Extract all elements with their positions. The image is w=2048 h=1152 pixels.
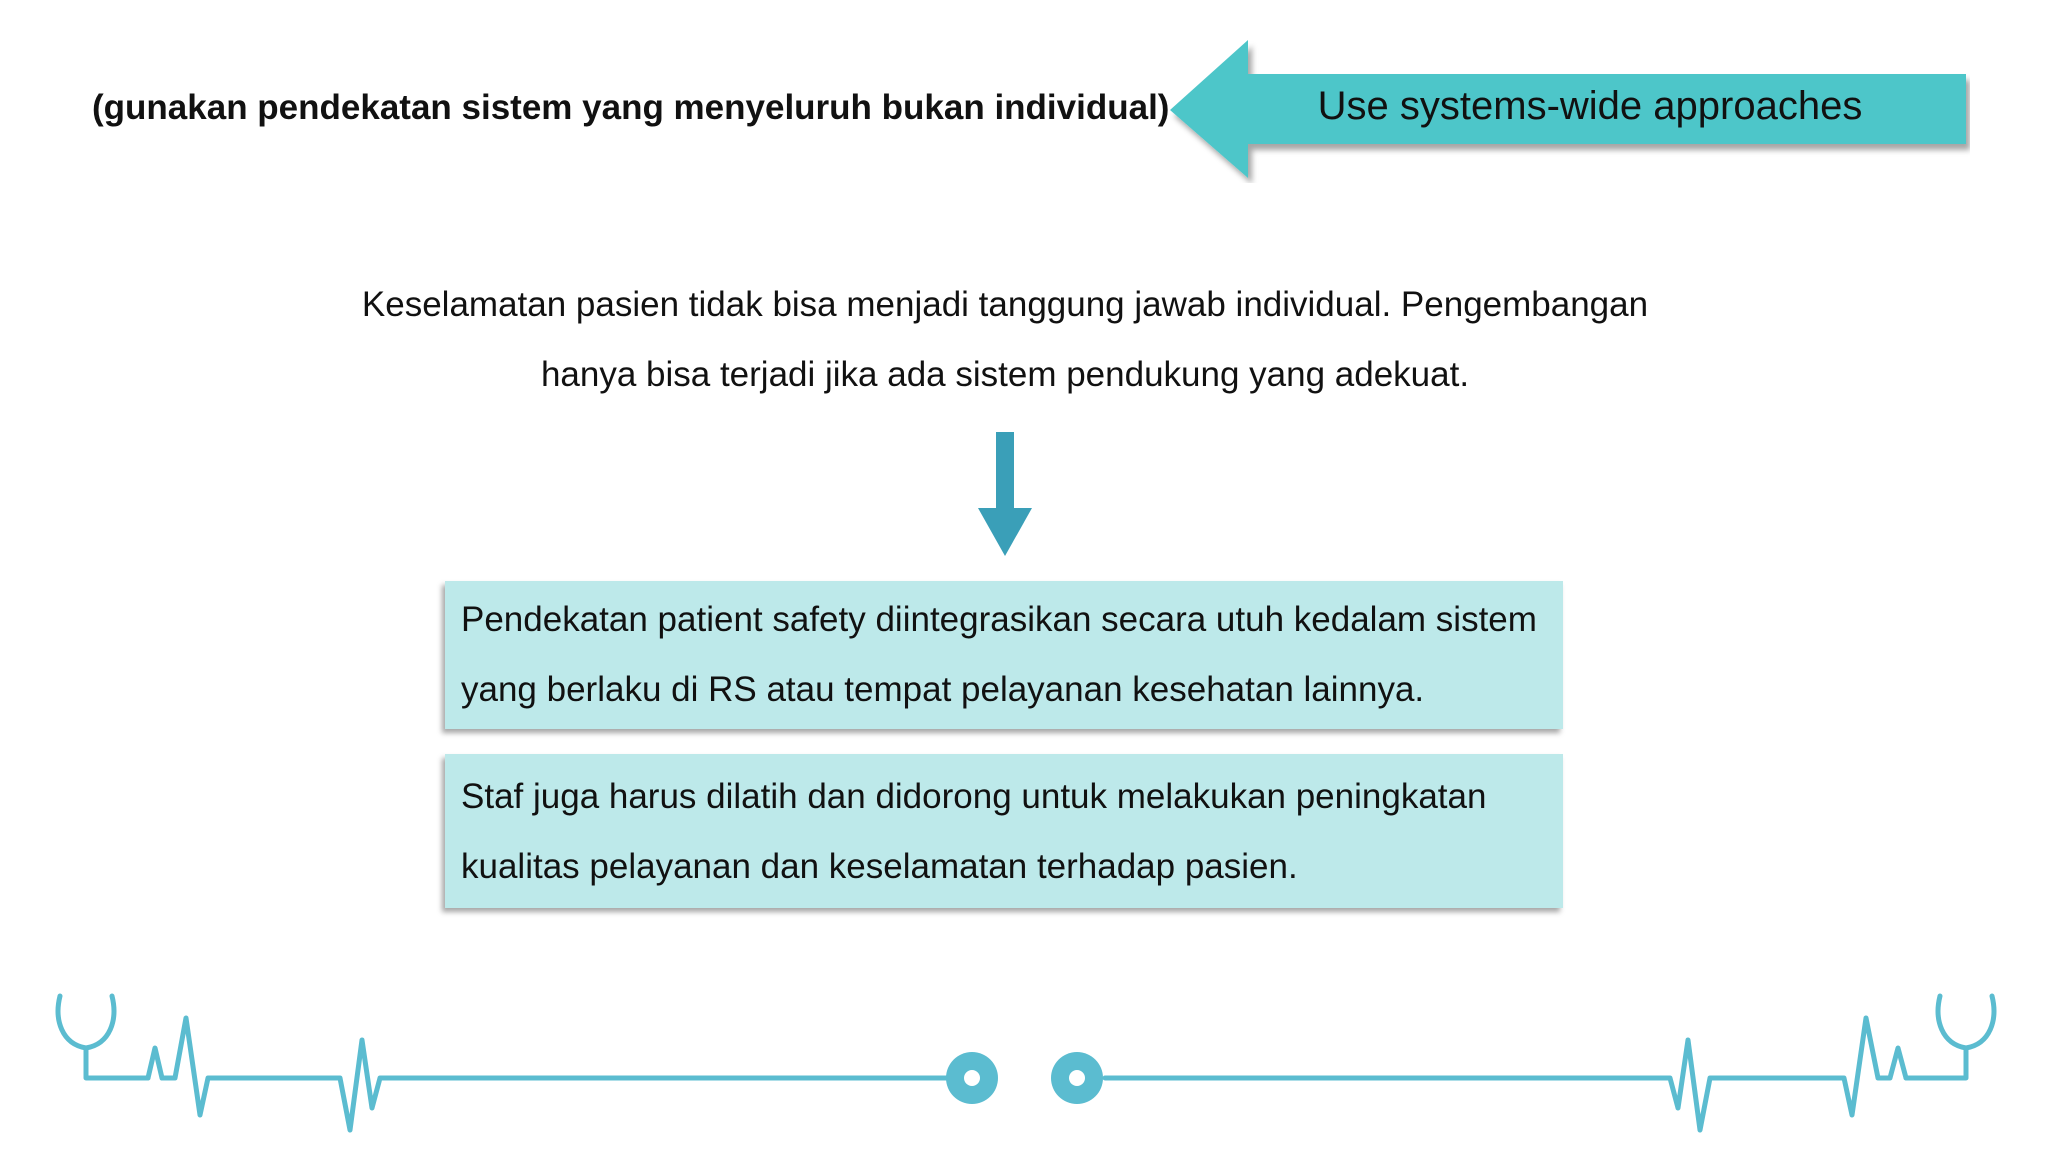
info-box-line: yang berlaku di RS atau tempat pelayanan kesehatan lainnya. (461, 670, 1425, 709)
info-box-integration (445, 581, 1563, 729)
intro-line: Keselamatan pasien tidak bisa menjadi tanggung jawab individual. Pengembangan (361, 285, 1649, 324)
footer-decoration (0, 960, 2048, 1150)
slide-subtitle: (gunakan pendekatan sistem yang menyeluruh bukan individual) (92, 88, 1170, 127)
intro-paragraph (300, 270, 1710, 410)
info-box-line: Pendekatan patient safety diintegrasikan secara utuh kedalam sistem (461, 600, 1537, 639)
heartbeat-line-icon (1105, 1018, 1906, 1130)
heartbeat-line-icon (148, 1018, 950, 1130)
stethoscope-icon (58, 996, 148, 1078)
info-box-line: Staf juga harus dilatih dan didorong untuk melakukan peningkatan (461, 777, 1487, 816)
arrow-banner-label: Use systems-wide approaches (1317, 84, 1863, 128)
stethoscope-icon (1906, 996, 1994, 1078)
info-box-staff-training (445, 754, 1563, 908)
intro-line: hanya bisa terjadi jika ada sistem pendukung yang adekuat. (540, 355, 1470, 394)
down-arrow-icon (978, 432, 1032, 558)
center-ring-right (1051, 1052, 1103, 1104)
info-box-line: kualitas pelayanan dan keselamatan terhadap pasien. (461, 847, 1298, 886)
center-ring-left (946, 1052, 998, 1104)
